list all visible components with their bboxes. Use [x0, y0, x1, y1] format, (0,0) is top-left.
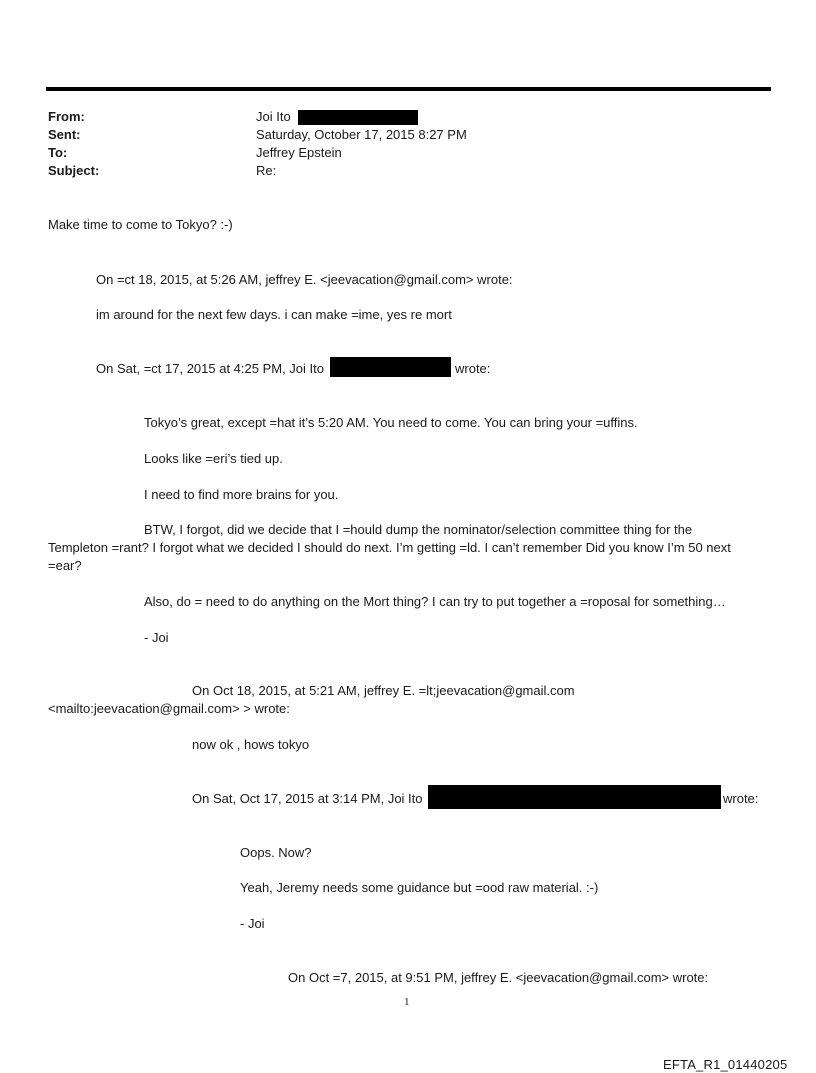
quote-3-header-line-2: <mailto:jeevacation@gmail.com> > wrote:: [48, 701, 290, 716]
quote-1-header: On =ct 18, 2015, at 5:26 AM, jeffrey E. <jeevacation@gmail.com> wrote:: [96, 272, 513, 287]
quote-2-signature: - Joi: [144, 630, 169, 645]
to-label: To:: [48, 145, 68, 160]
quote-2-paragraph-3: I need to find more brains for you.: [144, 487, 339, 502]
quote-4-header-wrote: wrote:: [723, 791, 759, 806]
sent-label: Sent:: [48, 127, 81, 142]
body-line-1: Make time to come to Tokyo? :-): [48, 217, 233, 232]
from-value: Joi Ito: [256, 109, 291, 124]
quote-2-header: On Sat, =ct 17, 2015 at 4:25 PM, Joi Ito: [96, 361, 324, 376]
quote-2-paragraph-1: Tokyo’s great, except =hat it’s 5:20 AM. You need to come. You can bring your =uffins.: [144, 415, 638, 430]
redaction-from-email: [298, 110, 418, 125]
quote-4-signature: - Joi: [240, 916, 265, 931]
quote-2-paragraph-2: Looks like =eri’s tied up.: [144, 451, 283, 466]
bates-number: EFTA_R1_01440205: [663, 1057, 788, 1072]
quote-4-paragraph-1: Oops. Now?: [240, 845, 312, 860]
header-rule: [46, 87, 771, 91]
page-number: 1: [404, 996, 410, 1008]
from-label: From:: [48, 109, 85, 124]
subject-label: Subject:: [48, 163, 100, 178]
quote-2-paragraph-4-line-3: =ear?: [48, 558, 82, 573]
quote-5-header: On Oct =7, 2015, at 9:51 PM, jeffrey E. <jeevacation@gmail.com> wrote:: [288, 970, 709, 985]
quote-3-header-line-1: On Oct 18, 2015, at 5:21 AM, jeffrey E. =lt;jeevacation@gmail.com: [192, 683, 575, 698]
quote-2-paragraph-4-line-1: BTW, I forgot, did we decide that I =hould dump the nominator/selection committee thing for the: [144, 522, 693, 537]
quote-2-paragraph-4-line-2: Templeton =rant? I forgot what we decided I should do next. I’m getting =ld. I can’t remember Did you know I’m 50 next: [48, 540, 731, 555]
redaction-quote-4-email: [428, 785, 721, 809]
quote-1-text: im around for the next few days. i can make =ime, yes re mort: [96, 307, 452, 322]
quote-2-header-wrote: wrote:: [455, 361, 491, 376]
to-value: Jeffrey Epstein: [256, 145, 342, 160]
quote-4-paragraph-2: Yeah, Jeremy needs some guidance but =ood raw material. :-): [240, 880, 599, 895]
redaction-quote-2-email: [330, 357, 451, 377]
subject-value: Re:: [256, 163, 277, 178]
quote-2-paragraph-5: Also, do = need to do anything on the Mort thing? I can try to put together a =roposal for something…: [144, 594, 726, 609]
quote-4-header: On Sat, Oct 17, 2015 at 3:14 PM, Joi Ito: [192, 791, 423, 806]
sent-value: Saturday, October 17, 2015 8:27 PM: [256, 127, 467, 142]
quote-3-text: now ok , hows tokyo: [192, 737, 310, 752]
